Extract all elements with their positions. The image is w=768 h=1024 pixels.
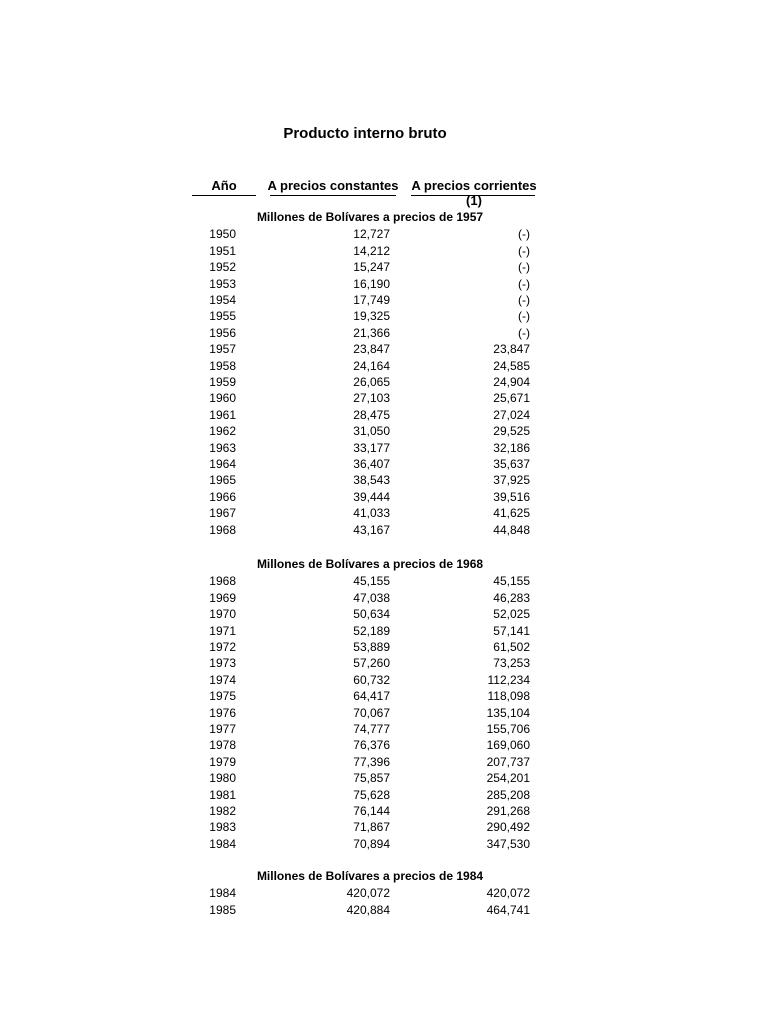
constant-price-cell: 17,749 [353, 293, 390, 307]
current-price-cell: (-) [518, 227, 530, 242]
constant-price-cell: 52,189 [353, 623, 390, 638]
constant-price-cell: 75,628 [353, 787, 390, 802]
constant-price-cell: 21,366 [353, 325, 390, 340]
constant-price-cell: 70,067 [353, 705, 390, 720]
year-cell: 1954 [209, 293, 236, 307]
year-cell: 1951 [209, 243, 236, 258]
table-row [0, 902, 768, 918]
table-row [0, 472, 768, 488]
current-price-cell: 290,492 [486, 820, 530, 835]
current-price-cell: 44,848 [493, 522, 530, 537]
table-row [0, 705, 768, 721]
constant-price-cell: 38,543 [353, 473, 390, 488]
table-row [0, 836, 768, 852]
constant-price-cell: 24,164 [353, 358, 390, 373]
constant-price-cell: 76,376 [353, 738, 390, 753]
year-cell: 1957 [209, 342, 236, 357]
constant-price-cell: 70,894 [353, 836, 390, 851]
current-price-cell: 46,283 [493, 590, 530, 605]
year-cell: 1960 [209, 391, 236, 406]
constant-price-cell: 15,247 [353, 260, 390, 275]
table-row [0, 456, 768, 472]
constant-price-cell: 23,847 [353, 342, 390, 357]
current-price-cell: 57,141 [493, 623, 530, 638]
year-cell: 1959 [209, 375, 236, 389]
year-cell: 1979 [209, 754, 236, 769]
current-price-cell: 254,201 [486, 771, 530, 786]
section-title: Millones de Bolívares a precios de 1968 [256, 557, 484, 571]
current-price-cell: 25,671 [493, 391, 530, 406]
constant-price-cell: 16,190 [353, 276, 390, 291]
table-row [0, 226, 768, 242]
constant-price-cell: 75,857 [353, 771, 390, 786]
table-row [0, 737, 768, 753]
current-price-cell: 39,516 [493, 489, 530, 504]
year-cell: 1967 [209, 506, 236, 521]
year-cell: 1981 [209, 787, 236, 802]
constant-price-cell: 50,634 [353, 607, 390, 622]
year-cell: 1982 [209, 804, 236, 818]
header-year-underline [192, 195, 256, 196]
year-cell: 1968 [209, 522, 236, 537]
constant-price-cell: 64,417 [353, 689, 390, 704]
year-cell: 1978 [209, 738, 236, 753]
constant-price-cell: 36,407 [353, 457, 390, 471]
current-price-cell: 27,024 [493, 407, 530, 422]
constant-price-cell: 71,867 [353, 820, 390, 835]
table-row [0, 276, 768, 292]
table-row [0, 341, 768, 357]
year-cell: 1976 [209, 705, 236, 720]
year-cell: 1964 [209, 457, 236, 471]
year-cell: 1984 [209, 886, 236, 901]
header-current-underline [411, 195, 535, 196]
current-price-cell: 29,525 [493, 424, 530, 439]
table-row [0, 489, 768, 505]
year-cell: 1956 [209, 325, 236, 340]
table-row [0, 803, 768, 819]
year-cell: 1969 [209, 590, 236, 605]
current-price-cell: 291,268 [486, 804, 530, 818]
constant-price-cell: 420,072 [346, 886, 390, 901]
current-price-cell: 73,253 [493, 656, 530, 671]
current-price-cell: 207,737 [486, 754, 530, 769]
current-price-cell: (-) [518, 293, 530, 307]
year-cell: 1966 [209, 489, 236, 504]
year-cell: 1963 [209, 440, 236, 455]
constant-price-cell: 19,325 [353, 309, 390, 324]
constant-price-cell: 43,167 [353, 522, 390, 537]
table-row [0, 623, 768, 639]
current-price-cell: (-) [518, 276, 530, 291]
year-cell: 1973 [209, 656, 236, 671]
constant-price-cell: 74,777 [353, 722, 390, 736]
year-cell: 1952 [209, 260, 236, 275]
header-year: Año [211, 178, 237, 193]
current-price-cell: (-) [518, 243, 530, 258]
page-title: Producto interno bruto [283, 125, 447, 142]
table-row [0, 590, 768, 606]
table-row [0, 688, 768, 704]
table-row [0, 655, 768, 671]
constant-price-cell: 41,033 [353, 506, 390, 521]
year-cell: 1950 [209, 227, 236, 242]
constant-price-cell: 53,889 [353, 640, 390, 654]
constant-price-cell: 45,155 [353, 574, 390, 589]
constant-price-cell: 14,212 [353, 243, 390, 258]
year-cell: 1980 [209, 771, 236, 786]
constant-price-cell: 27,103 [353, 391, 390, 406]
year-cell: 1970 [209, 607, 236, 622]
table-row [0, 754, 768, 770]
year-cell: 1972 [209, 640, 236, 654]
table-row [0, 292, 768, 308]
current-price-cell: 420,072 [486, 886, 530, 901]
constant-price-cell: 47,038 [353, 590, 390, 605]
current-price-cell: 52,025 [493, 607, 530, 622]
constant-price-cell: 28,475 [353, 407, 390, 422]
table-row [0, 505, 768, 521]
year-cell: 1962 [209, 424, 236, 439]
current-price-cell: 118,098 [487, 689, 530, 704]
table-row [0, 721, 768, 737]
year-cell: 1977 [209, 722, 236, 736]
current-price-cell: 37,925 [493, 473, 530, 488]
table-row [0, 423, 768, 439]
table-row [0, 787, 768, 803]
constant-price-cell: 77,396 [353, 754, 390, 769]
year-cell: 1961 [209, 407, 236, 422]
table-row [0, 606, 768, 622]
current-price-cell: 45,155 [493, 574, 530, 589]
table-row [0, 672, 768, 688]
constant-price-cell: 12,727 [353, 227, 390, 242]
table-row [0, 770, 768, 786]
constant-price-cell: 26,065 [353, 375, 390, 389]
year-cell: 1983 [209, 820, 236, 835]
table-row [0, 573, 768, 589]
table-row [0, 308, 768, 324]
constant-price-cell: 57,260 [353, 656, 390, 671]
current-price-cell: 32,186 [493, 440, 530, 455]
current-price-cell: 347,530 [486, 836, 530, 851]
table-row [0, 243, 768, 259]
header-current-prices: A precios corrientes (1) [411, 178, 537, 208]
table-row [0, 325, 768, 341]
year-cell: 1958 [209, 358, 236, 373]
year-cell: 1968 [209, 574, 236, 589]
table-row [0, 440, 768, 456]
table-row [0, 522, 768, 538]
year-cell: 1974 [209, 672, 236, 687]
table-row [0, 407, 768, 423]
header-constant-prices: A precios constantes [267, 178, 399, 193]
table-row [0, 358, 768, 374]
section-title: Millones de Bolívares a precios de 1957 [256, 210, 484, 224]
current-price-cell: 23,847 [493, 342, 530, 357]
table-row [0, 259, 768, 275]
current-price-cell: (-) [518, 260, 530, 275]
current-price-cell: (-) [518, 309, 530, 324]
header-constant-underline [270, 195, 396, 196]
year-cell: 1965 [209, 473, 236, 488]
current-price-cell: 24,904 [493, 375, 530, 389]
constant-price-cell: 60,732 [353, 672, 390, 687]
year-cell: 1953 [209, 276, 236, 291]
current-price-cell: 41,625 [493, 506, 530, 521]
table-row [0, 639, 768, 655]
year-cell: 1955 [209, 309, 236, 324]
current-price-cell: 464,741 [486, 902, 530, 917]
constant-price-cell: 39,444 [353, 489, 390, 504]
constant-price-cell: 33,177 [353, 440, 390, 455]
current-price-cell: 169,060 [486, 738, 530, 753]
constant-price-cell: 420,884 [346, 902, 390, 917]
table-row [0, 819, 768, 835]
year-cell: 1984 [209, 836, 236, 851]
constant-price-cell: 76,144 [353, 804, 390, 818]
current-price-cell: 24,585 [493, 358, 530, 373]
current-price-cell: 112,234 [487, 672, 530, 687]
section-title: Millones de Bolívares a precios de 1984 [256, 869, 484, 883]
current-price-cell: 35,637 [493, 457, 530, 471]
current-price-cell: 135,104 [486, 705, 530, 720]
current-price-cell: (-) [518, 325, 530, 340]
table-row [0, 885, 768, 901]
current-price-cell: 61,502 [493, 640, 530, 654]
table-row [0, 390, 768, 406]
current-price-cell: 285,208 [486, 787, 530, 802]
year-cell: 1985 [209, 902, 236, 917]
table-row [0, 374, 768, 390]
year-cell: 1971 [209, 623, 236, 638]
constant-price-cell: 31,050 [353, 424, 390, 439]
year-cell: 1975 [209, 689, 236, 704]
current-price-cell: 155,706 [486, 722, 530, 736]
